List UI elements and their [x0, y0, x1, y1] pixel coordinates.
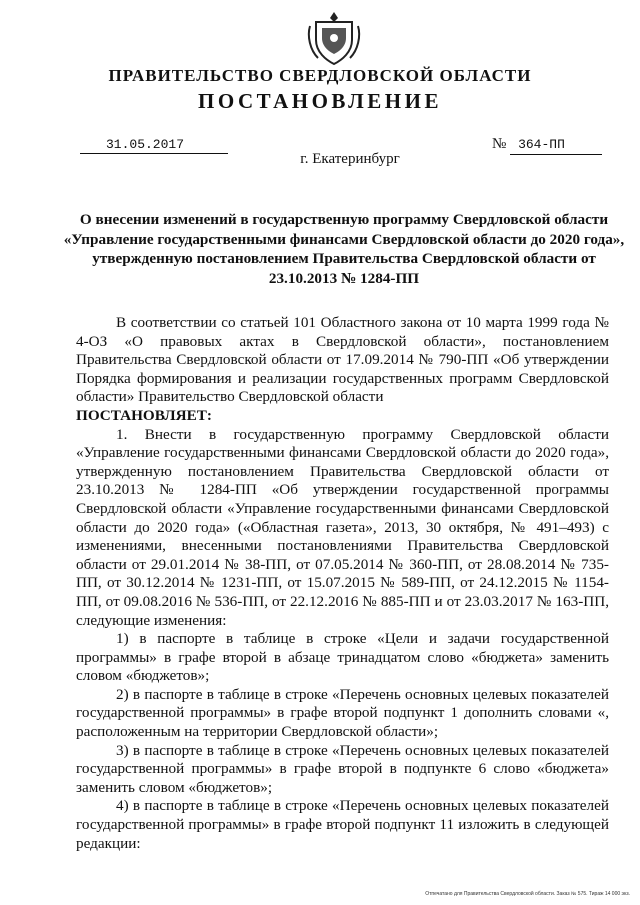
print-footer: Отпечатано для Правительства Свердловской области. Заказ № 575. Тираж 14 000 экз.: [425, 891, 630, 897]
document-type: ПОСТАНОВЛЕНИЕ: [198, 89, 442, 113]
item-1: 1. Внести в государственную программу Свердловской области «Управление государственными финансами Свердловской области до 2020 года», утвержденную постановлением Правительства Свердловской области от 23.10.2013 № 1284-ПП «Об утверждении государственной программы Свердловской области «Управление государственными финансами Свердловской области до 2020 года» («Областная газета», 2013, 30 октября, № 491–493) с изменениями, внесенными постановлениями Правительства Свердловской области от 29.01.2014 № 38-ПП, от 07.05.2014 № 360-ПП, от 28.08.2014 № 735-ПП, от 30.12.2014 № 1231-ПП, от 15.07.2015 № 589-ПП, от 24.12.2015 № 1154-ПП, от 09.08.2016 № 536-ПП, от 22.12.2016 № 885-ПП и от 23.03.2017 № 163-ПП, следующие изменения:: [76, 425, 609, 629]
subitem-2: 2) в паспорте в таблице в строке «Перечень основных целевых показателей государственной программы» в графе второй подпункт 1 дополнить словами «, расположенным на территории Свердловской области»;: [76, 685, 609, 741]
document-date: 31.05.2017: [80, 137, 228, 154]
subitem-4: 4) в паспорте в таблице в строке «Перечень основных целевых показателей государственной программы» в графе второй подпункт 11 изложить в следующей редакции:: [76, 797, 609, 852]
city: г. Екатеринбург: [300, 151, 400, 167]
subitem-3: 3) в паспорте в таблице в строке «Перечень основных целевых показателей государственной программы» в графе второй в подпункте 6 слово «бюджета» заменить словом «бюджетов»;: [76, 741, 609, 796]
document-number: 364-ПП: [510, 136, 602, 155]
coat-of-arms-icon: [304, 8, 364, 68]
document-title: О внесении изменений в государственную программу Свердловской области «Управление государственными финансами Свердловской области до 2020 года», утвержденную постановлением Правительства Свердловской области от 23.10.2013 № 1284-ПП: [63, 211, 625, 287]
organization-name: ПРАВИТЕЛЬСТВО СВЕРДЛОВСКОЙ ОБЛАСТИ: [108, 66, 532, 85]
preamble: В соответствии со статьей 101 Областного закона от 10 марта 1999 года № 4-ОЗ «О правовых актах в Свердловской области», постановлением Правительства Свердловской области от 17.09.2014 № 790-ПП «Об утверждении Порядка формирования и реализации государственных программ Свердловской области» Правительство Свердловской области: [76, 314, 609, 406]
resolves-heading: ПОСТАНОВЛЯЕТ:: [76, 406, 212, 424]
document-body: [76, 314, 609, 853]
subitem-1: 1) в паспорте в таблице в строке «Цели и задачи государственной программы» в графе второй в абзаце тринадцатом слово «бюджета» заменить словом «бюджетов»;: [76, 630, 609, 685]
number-sign: №: [492, 136, 507, 152]
